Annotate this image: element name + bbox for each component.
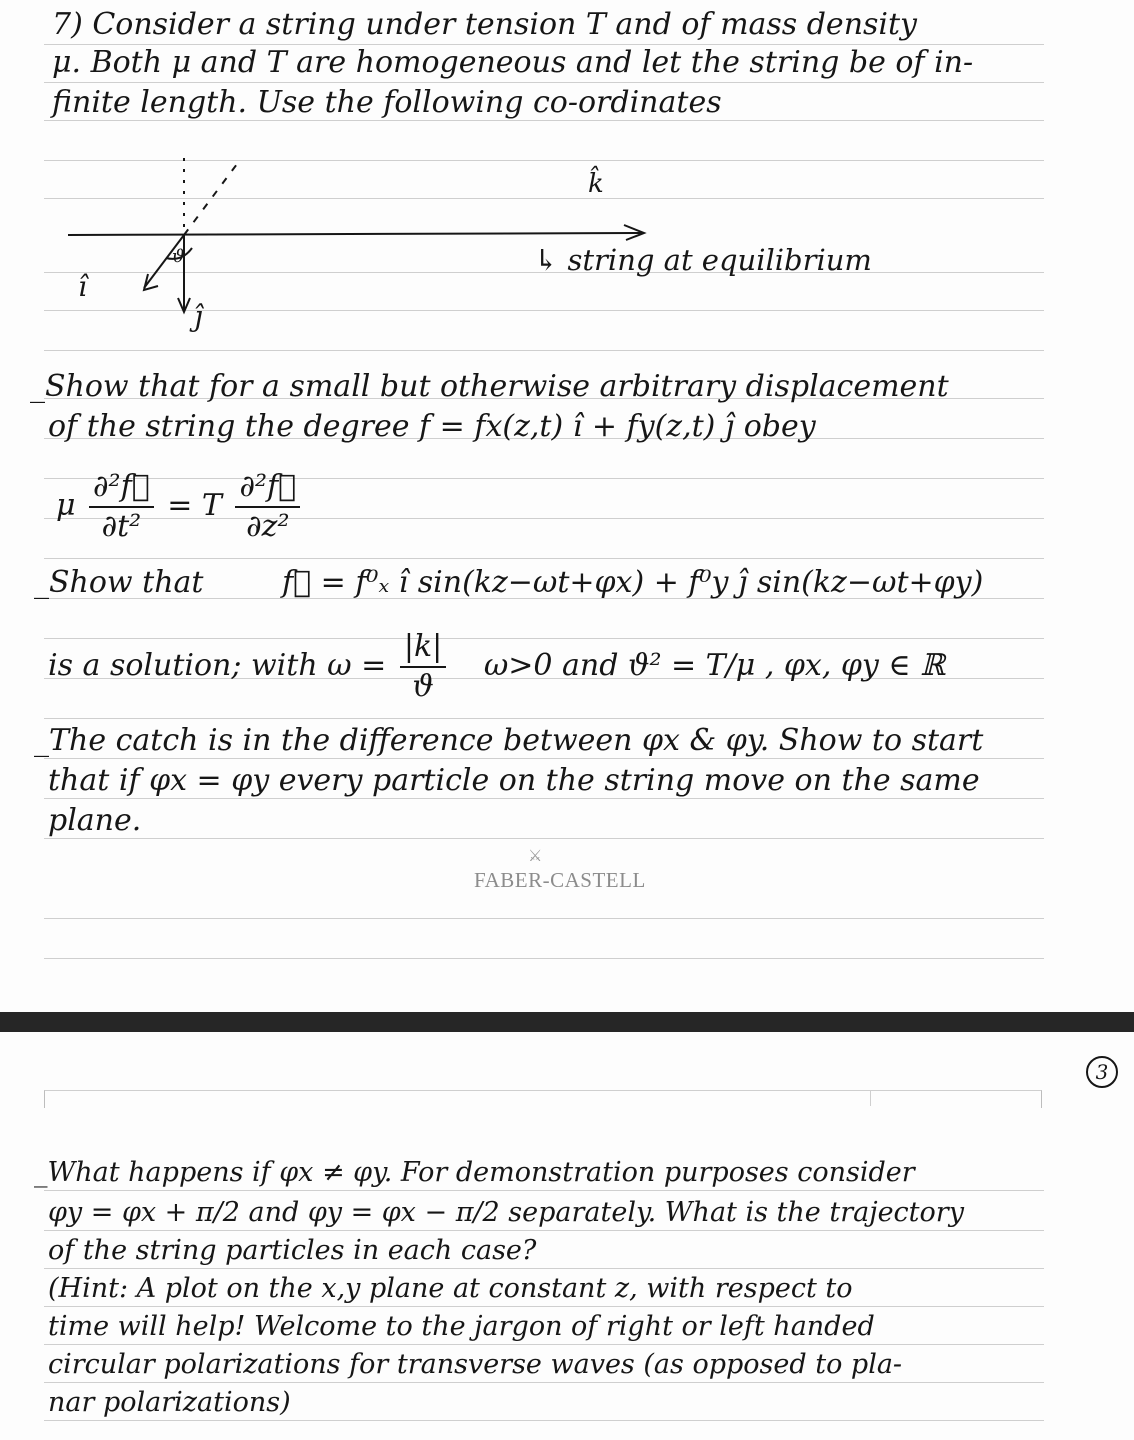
ruled-line xyxy=(44,918,1044,919)
page-top-margin xyxy=(44,1090,1042,1108)
rhs-fraction xyxy=(235,470,300,544)
task1-line-1: _Show that for a small but otherwise arbitrary displacement xyxy=(30,369,949,404)
task3-line-2: that if φx = φy every particle on the string move on the same xyxy=(48,763,980,798)
k-axis-label: k̂ xyxy=(588,169,604,199)
ruled-line xyxy=(44,82,1044,83)
wave-eq-equals: = T xyxy=(167,488,222,523)
ruled-line xyxy=(44,1230,1044,1231)
task2-condition xyxy=(48,630,945,704)
bottom-line-5: time will help! Welcome to the jargon of right or left handed xyxy=(48,1311,875,1342)
bottom-line-3: of the string particles in each case? xyxy=(48,1235,537,1266)
task3-line-3: plane. xyxy=(48,803,142,838)
bottom-line-2: φy = φx + π/2 and φy = φx − π/2 separately. What is the trajectory xyxy=(48,1197,964,1228)
brand-watermark: FABER-CASTELL xyxy=(474,868,646,892)
diagonal-dashed-line xyxy=(184,160,240,235)
bottom-line-6: circular polarizations for transverse waves (as opposed to pla- xyxy=(48,1349,903,1380)
omega-fraction xyxy=(400,630,446,704)
page-divider xyxy=(0,1012,1134,1032)
i-axis-label: î xyxy=(78,270,87,303)
angle-label: ϑ xyxy=(172,246,185,267)
task1-line-2: of the string the degree f = fx(z,t) î + fy(z,t) ĵ obey xyxy=(48,409,816,444)
coordinate-diagram xyxy=(44,150,1044,360)
ruled-line xyxy=(44,558,1044,559)
brand-logo-icon: ⚔ xyxy=(528,846,543,865)
task2-intro: _Show that xyxy=(34,565,204,600)
task3-line-1: _The catch is in the difference between φx & φy. Show to start xyxy=(34,723,984,758)
condition-suffix: ω>0 and ϑ² = T/μ , φx, φy ∈ ℝ xyxy=(483,648,946,683)
ruled-line xyxy=(44,1420,1044,1421)
ruled-line xyxy=(44,1306,1044,1307)
margin-tick xyxy=(870,1090,871,1106)
lhs-numerator: ∂²f⃗ xyxy=(89,470,154,508)
ruled-line xyxy=(44,1382,1044,1383)
j-axis-label: ĵ xyxy=(194,300,203,333)
bottom-line-7: nar polarizations) xyxy=(48,1387,291,1418)
lhs-fraction xyxy=(89,470,154,544)
bottom-line-1: _What happens if φx ≠ φy. For demonstration purposes consider xyxy=(34,1157,915,1188)
bottom-line-4: (Hint: A plot on the x,y plane at constant z, with respect to xyxy=(48,1273,853,1304)
ruled-line xyxy=(44,838,1044,839)
rhs-denominator: ∂z² xyxy=(246,509,290,544)
ruled-line xyxy=(44,1344,1044,1345)
equilibrium-label: ↳ string at equilibrium xyxy=(534,243,872,277)
string-axis-line xyxy=(68,233,644,235)
problem-line-2: μ. Both μ and T are homogeneous and let the string be of in- xyxy=(52,45,974,80)
wave-equation xyxy=(56,470,304,544)
problem-line-1: 7) Consider a string under tension T and of mass density xyxy=(52,7,918,42)
rhs-numerator: ∂²f⃗ xyxy=(235,470,300,508)
omega-denominator: ϑ xyxy=(412,669,434,704)
wave-eq-coeff: μ xyxy=(56,488,76,523)
problem-line-3: finite length. Use the following co-ordinates xyxy=(52,85,722,120)
page-number-badge: 3 xyxy=(1086,1056,1118,1088)
ruled-line xyxy=(44,1268,1044,1269)
ruled-line xyxy=(44,120,1044,121)
condition-prefix: is a solution; with ω = xyxy=(48,648,387,683)
task2-solution: f⃗ = f⁰ₓ î sin(kz−ωt+φx) + f⁰y ĵ sin(kz−ωt+φy) xyxy=(282,565,984,600)
ruled-line xyxy=(44,1190,1044,1191)
ruled-line xyxy=(44,958,1044,959)
lhs-denominator: ∂t² xyxy=(101,509,142,544)
ruled-line xyxy=(44,758,1044,759)
ruled-line xyxy=(44,798,1044,799)
ruled-line xyxy=(44,718,1044,719)
omega-numerator: |k| xyxy=(400,630,446,668)
